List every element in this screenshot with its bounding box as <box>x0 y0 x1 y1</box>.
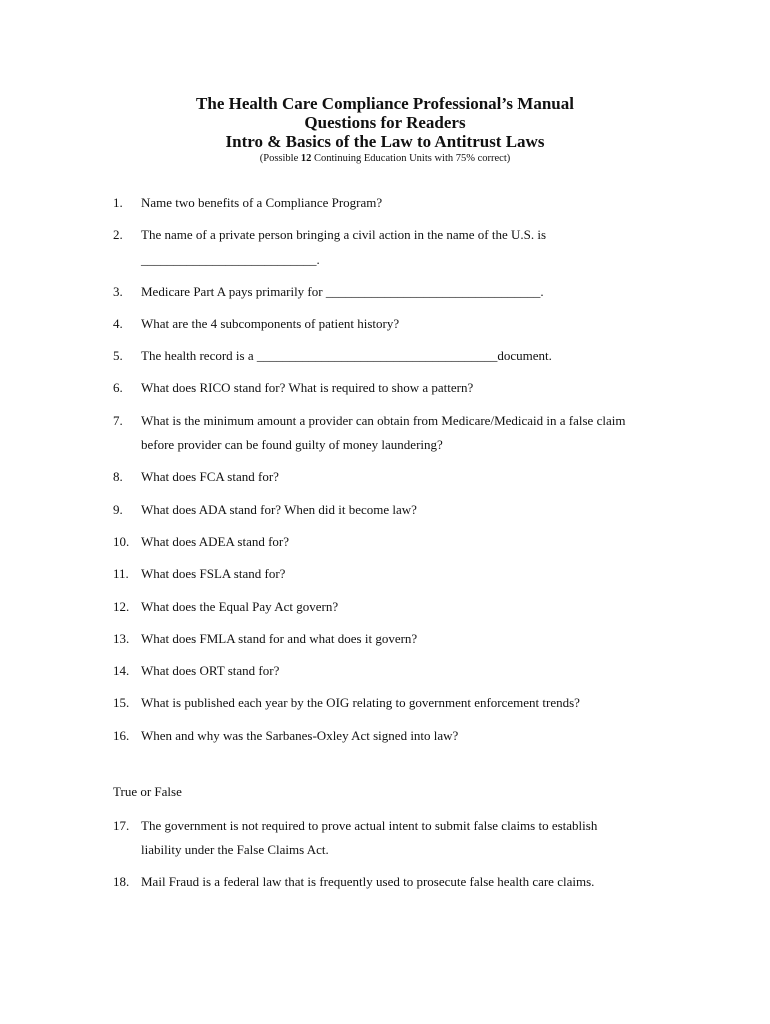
question-number: 5. <box>113 348 123 363</box>
ceu-note <box>0 152 770 166</box>
question-15 <box>113 695 580 711</box>
question-text: Medicare Part A pays primarily for _________________________________. <box>141 284 544 299</box>
true-false-heading: True or False <box>113 784 182 799</box>
question-text: The government is not required to prove actual intent to submit false claims to establish <box>141 818 598 833</box>
question-number: 15. <box>113 695 130 710</box>
document-header <box>0 94 770 166</box>
question-number: 17. <box>113 818 130 833</box>
question-8 <box>113 469 279 485</box>
question-text: What does the Equal Pay Act govern? <box>141 599 339 614</box>
question-number: 2. <box>113 227 123 242</box>
ceu-note-pre: (Possible <box>259 153 301 164</box>
question-text: What does FMLA stand for and what does it govern? <box>141 631 418 646</box>
question-number: 14. <box>113 663 130 678</box>
question-number: 18. <box>113 874 130 889</box>
question-text: What does ADEA stand for? <box>141 534 290 549</box>
question-7 <box>113 413 625 429</box>
question-text: What does ADA stand for? When did it become law? <box>141 502 417 517</box>
question-number: 7. <box>113 413 123 428</box>
question-number: 8. <box>113 469 123 484</box>
question-4 <box>113 316 399 332</box>
question-number: 10. <box>113 534 130 549</box>
question-number: 3. <box>113 284 123 299</box>
question-17 <box>113 818 597 834</box>
question-number: 4. <box>113 316 123 331</box>
question-text: What does RICO stand for? What is required to show a pattern? <box>141 380 474 395</box>
question-17-continued: liability under the False Claims Act. <box>141 842 329 857</box>
question-number: 16. <box>113 728 130 743</box>
question-text: The name of a private person bringing a civil action in the name of the U.S. is <box>141 227 547 242</box>
question-9 <box>113 502 417 518</box>
question-text: What does FCA stand for? <box>141 469 279 484</box>
question-text: What is published each year by the OIG relating to government enforcement trends? <box>141 695 580 710</box>
ceu-note-post: Continuing Education Units with 75% correct) <box>311 153 511 164</box>
question-16 <box>113 728 458 744</box>
question-7-continued: before provider can be found guilty of money laundering? <box>141 437 443 452</box>
question-number: 11. <box>113 566 129 581</box>
question-text: Name two benefits of a Compliance Program? <box>141 195 383 210</box>
question-number: 12. <box>113 599 130 614</box>
question-12 <box>113 599 338 615</box>
question-1 <box>113 195 382 211</box>
question-number: 1. <box>113 195 123 210</box>
question-text: Mail Fraud is a federal law that is frequently used to prosecute false health care claims. <box>141 874 595 889</box>
question-10 <box>113 534 289 550</box>
question-text: When and why was the Sarbanes-Oxley Act signed into law? <box>141 728 459 743</box>
ceu-count: 12 <box>300 153 312 164</box>
topic-title: Intro & Basics of the Law to Antitrust Laws <box>225 132 545 151</box>
question-3 <box>113 284 544 300</box>
question-2-blank: ___________________________. <box>141 252 320 267</box>
questions-title: Questions for Readers <box>304 113 466 132</box>
question-6 <box>113 380 473 396</box>
question-number: 9. <box>113 502 123 517</box>
question-18 <box>113 874 594 890</box>
question-number: 6. <box>113 380 123 395</box>
question-11 <box>113 566 285 582</box>
question-14 <box>113 663 279 679</box>
question-text: What are the 4 subcomponents of patient history? <box>141 316 400 331</box>
question-5 <box>113 348 552 364</box>
question-text: What does FSLA stand for? <box>141 566 286 581</box>
question-text: What does ORT stand for? <box>141 663 280 678</box>
question-13 <box>113 631 417 647</box>
manual-title: The Health Care Compliance Professional’s Manual <box>196 94 574 113</box>
question-text: The health record is a _____________________________________document. <box>141 348 552 363</box>
question-text: What is the minimum amount a provider can obtain from Medicare/Medicaid in a false claim <box>141 413 626 428</box>
question-number: 13. <box>113 631 130 646</box>
question-2 <box>113 227 546 243</box>
